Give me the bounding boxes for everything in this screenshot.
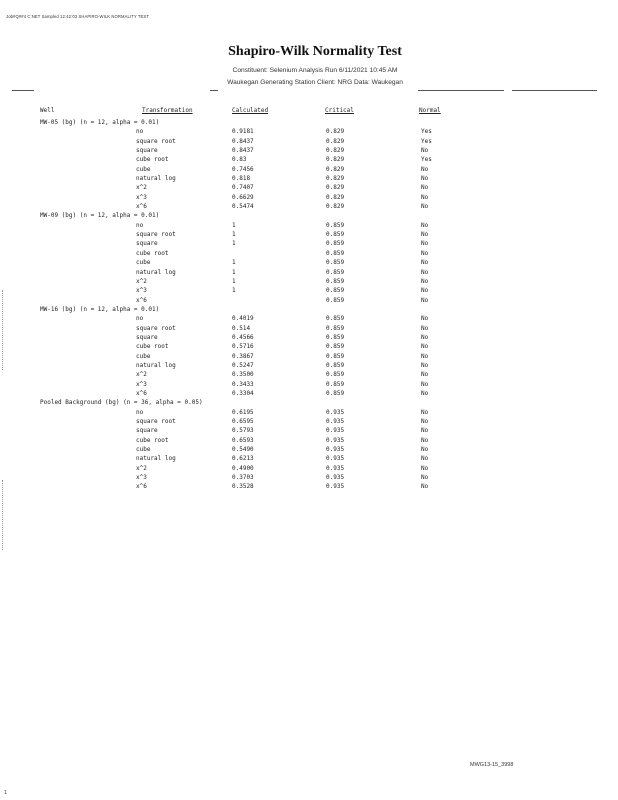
normal-cell: No xyxy=(421,287,429,295)
normal-cell: No xyxy=(421,464,429,472)
transformation-cell: cube xyxy=(136,352,151,360)
critical-cell: 0.935 xyxy=(326,464,345,472)
normal-cell: No xyxy=(421,259,429,267)
well-group-row xyxy=(0,211,618,220)
transformation-cell: x^6 xyxy=(136,389,147,397)
normal-cell: No xyxy=(421,483,429,491)
critical-cell: 0.829 xyxy=(326,203,345,211)
transformation-cell: cube root xyxy=(136,436,169,444)
calculated-cell: 0.7407 xyxy=(232,184,254,192)
calculated-cell: 0.9181 xyxy=(232,128,254,136)
normal-cell: Yes xyxy=(421,156,432,164)
normal-cell: No xyxy=(421,315,429,323)
table-row xyxy=(0,155,618,164)
normal-cell: No xyxy=(421,427,429,435)
table-row xyxy=(0,454,618,463)
transformation-cell: square xyxy=(136,333,158,341)
table-row xyxy=(0,202,618,211)
transformation-cell: square xyxy=(136,240,158,248)
normal-cell: No xyxy=(421,333,429,341)
well-group-label: MW-05 (bg) (n = 12, alpha = 0.01) xyxy=(40,119,160,126)
calculated-cell: 1 xyxy=(232,231,236,239)
transformation-cell: x^2 xyxy=(136,371,147,379)
table-row xyxy=(0,473,618,482)
transformation-cell: cube root xyxy=(136,343,169,351)
critical-cell: 0.829 xyxy=(326,193,345,201)
calculated-cell: 1 xyxy=(232,287,236,295)
table-row xyxy=(0,482,618,491)
normal-cell: No xyxy=(421,249,429,257)
well-group-row xyxy=(0,118,618,127)
well-group-label: MW-16 (bg) (n = 12, alpha = 0.01) xyxy=(40,305,160,313)
table-row xyxy=(0,436,618,445)
column-header-transformation: Transformation xyxy=(142,107,193,114)
calculated-cell: 0.6213 xyxy=(232,455,254,463)
table-row xyxy=(0,352,618,361)
normal-cell: No xyxy=(421,371,429,379)
bates-number: MWG13-15_3998 xyxy=(470,762,514,768)
normal-cell: No xyxy=(421,352,429,360)
calculated-cell: 0.4900 xyxy=(232,464,254,472)
table-row xyxy=(0,389,618,398)
calculated-cell: 0.3304 xyxy=(232,389,254,397)
calculated-cell: 0.818 xyxy=(232,175,251,183)
normal-cell: No xyxy=(421,277,429,285)
critical-cell: 0.935 xyxy=(326,418,345,425)
calculated-cell: 0.8437 xyxy=(232,147,254,155)
transformation-cell: natural log xyxy=(136,455,176,463)
header-rule xyxy=(418,90,504,91)
critical-cell: 0.859 xyxy=(326,371,345,379)
critical-cell: 0.859 xyxy=(326,277,345,285)
critical-cell: 0.859 xyxy=(326,287,345,295)
transformation-cell: cube root xyxy=(136,156,169,164)
table-row xyxy=(0,426,618,435)
critical-cell: 0.829 xyxy=(326,175,345,183)
transformation-cell: cube root xyxy=(136,249,169,257)
transformation-cell: x^2 xyxy=(136,464,147,472)
transformation-cell: no xyxy=(136,221,144,229)
normal-cell: No xyxy=(421,361,429,369)
critical-cell: 0.859 xyxy=(326,296,345,304)
table-row xyxy=(0,268,618,277)
critical-cell: 0.935 xyxy=(326,474,345,482)
transformation-cell: square xyxy=(136,427,158,435)
normal-cell: No xyxy=(421,436,429,444)
well-group-row xyxy=(0,305,618,314)
calculated-cell: 0.5793 xyxy=(232,427,254,435)
well-group-row xyxy=(0,398,618,407)
scan-edge-mark xyxy=(2,480,3,550)
calculated-cell: 1 xyxy=(232,240,236,248)
transformation-cell: x^6 xyxy=(136,296,147,304)
report-subtitle-1: Constituent: Selenium Analysis Run 6/11/2021 10:45 AM xyxy=(232,67,398,74)
report-title: Shapiro-Wilk Normality Test xyxy=(228,44,402,59)
header-stamp: Job#Q##4 C:NET Sampled 12:42:03 SHAPIRO-WILK NORMALITY TEST xyxy=(6,14,149,19)
scan-edge-mark xyxy=(2,290,3,370)
table-row xyxy=(0,127,618,136)
normal-cell: No xyxy=(421,446,429,454)
critical-cell: 0.859 xyxy=(326,324,345,332)
table-row xyxy=(0,464,618,473)
calculated-cell: 0.7456 xyxy=(232,165,254,173)
normal-cell: No xyxy=(421,418,429,425)
critical-cell: 0.935 xyxy=(326,455,345,463)
table-row xyxy=(0,258,618,267)
transformation-cell: natural log xyxy=(136,361,176,369)
table-row xyxy=(0,165,618,174)
critical-cell: 0.859 xyxy=(326,380,345,388)
table-row xyxy=(0,174,618,183)
normal-cell: Yes xyxy=(421,137,432,145)
normal-cell: No xyxy=(421,408,429,416)
table-row xyxy=(0,324,618,333)
well-group-label: Pooled Background (bg) (n = 36, alpha = 0.05) xyxy=(40,399,203,407)
calculated-cell: 1 xyxy=(232,268,236,276)
transformation-cell: x^6 xyxy=(136,483,147,491)
calculated-cell: 1 xyxy=(232,259,236,267)
table-row xyxy=(0,221,618,230)
report-subtitle-2: Waukegan Generating Station Client: NRG Data: Waukegan xyxy=(227,79,403,86)
normal-cell: No xyxy=(421,268,429,276)
normal-cell: No xyxy=(421,147,429,155)
corner-mark: 1 xyxy=(4,790,8,796)
table-row xyxy=(0,239,618,248)
table-row xyxy=(0,193,618,202)
critical-cell: 0.829 xyxy=(326,165,345,173)
transformation-cell: square root xyxy=(136,418,176,425)
normal-cell: No xyxy=(421,324,429,332)
transformation-cell: x^3 xyxy=(136,474,147,482)
table-row xyxy=(0,230,618,239)
normal-cell: No xyxy=(421,380,429,388)
table-row xyxy=(0,380,618,389)
table-row xyxy=(0,408,618,417)
table-row xyxy=(0,183,618,192)
table-row xyxy=(0,146,618,155)
calculated-cell: 0.3528 xyxy=(232,483,254,491)
critical-cell: 0.859 xyxy=(326,361,345,369)
transformation-cell: cube xyxy=(136,446,151,454)
table-row xyxy=(0,361,618,370)
critical-cell: 0.859 xyxy=(326,333,345,341)
transformation-cell: natural log xyxy=(136,175,176,183)
normal-cell: No xyxy=(421,474,429,482)
column-header-normal: Normal xyxy=(419,107,441,114)
critical-cell: 0.829 xyxy=(326,128,345,136)
calculated-cell: 0.5247 xyxy=(232,361,254,369)
transformation-cell: x^6 xyxy=(136,203,147,211)
normal-cell: No xyxy=(421,343,429,351)
normal-cell: No xyxy=(421,240,429,248)
critical-cell: 0.829 xyxy=(326,156,345,164)
transformation-cell: x^3 xyxy=(136,380,147,388)
normal-cell: No xyxy=(421,193,429,201)
calculated-cell: 0.4566 xyxy=(232,333,254,341)
transformation-cell: no xyxy=(136,315,144,323)
calculated-cell: 0.3433 xyxy=(232,380,254,388)
transformation-cell: square root xyxy=(136,324,176,332)
critical-cell: 0.859 xyxy=(326,240,345,248)
calculated-cell: 0.6195 xyxy=(232,408,254,416)
table-row xyxy=(0,370,618,379)
transformation-cell: x^3 xyxy=(136,287,147,295)
table-row xyxy=(0,314,618,323)
calculated-cell: 1 xyxy=(232,277,236,285)
calculated-cell: 0.6595 xyxy=(232,418,254,425)
normal-cell: No xyxy=(421,184,429,192)
calculated-cell: 0.4019 xyxy=(232,315,254,323)
normal-cell: No xyxy=(421,203,429,211)
normal-cell: No xyxy=(421,296,429,304)
transformation-cell: x^2 xyxy=(136,184,147,192)
table-row xyxy=(0,342,618,351)
critical-cell: 0.859 xyxy=(326,352,345,360)
critical-cell: 0.935 xyxy=(326,446,345,454)
table-row xyxy=(0,137,618,146)
table-row xyxy=(0,249,618,258)
critical-cell: 0.859 xyxy=(326,268,345,276)
critical-cell: 0.935 xyxy=(326,408,345,416)
calculated-cell: 0.3867 xyxy=(232,352,254,360)
well-group-label: MW-09 (bg) (n = 12, alpha = 0.01) xyxy=(40,212,160,220)
column-header-critical: Critical xyxy=(325,107,354,114)
critical-cell: 0.859 xyxy=(326,249,345,257)
header-rule xyxy=(12,90,34,91)
normal-cell: No xyxy=(421,165,429,173)
header-rule xyxy=(210,90,218,91)
critical-cell: 0.829 xyxy=(326,137,345,145)
critical-cell: 0.829 xyxy=(326,184,345,192)
calculated-cell: 0.3703 xyxy=(232,474,254,482)
normal-cell: No xyxy=(421,455,429,463)
transformation-cell: no xyxy=(136,408,144,416)
critical-cell: 0.935 xyxy=(326,427,345,435)
normal-cell: No xyxy=(421,175,429,183)
calculated-cell: 0.514 xyxy=(232,324,251,332)
transformation-cell: cube xyxy=(136,259,151,267)
transformation-cell: x^3 xyxy=(136,193,147,201)
critical-cell: 0.935 xyxy=(326,436,345,444)
table-row xyxy=(0,417,618,426)
calculated-cell: 0.3500 xyxy=(232,371,254,379)
calculated-cell: 0.5716 xyxy=(232,343,254,351)
transformation-cell: square root xyxy=(136,231,176,239)
critical-cell: 0.859 xyxy=(326,259,345,267)
transformation-cell: cube xyxy=(136,165,151,173)
normal-cell: No xyxy=(421,389,429,397)
calculated-cell: 0.6629 xyxy=(232,193,254,201)
header-rule xyxy=(512,90,597,91)
calculated-cell: 0.5474 xyxy=(232,203,254,211)
critical-cell: 0.859 xyxy=(326,221,345,229)
critical-cell: 0.829 xyxy=(326,147,345,155)
table-row xyxy=(0,333,618,342)
critical-cell: 0.859 xyxy=(326,343,345,351)
transformation-cell: square root xyxy=(136,137,176,145)
table-row xyxy=(0,296,618,305)
normal-cell: No xyxy=(421,221,429,229)
transformation-cell: square xyxy=(136,147,158,155)
table-row xyxy=(0,445,618,454)
transformation-cell: no xyxy=(136,128,144,136)
table-row xyxy=(0,277,618,286)
critical-cell: 0.935 xyxy=(326,483,345,491)
critical-cell: 0.859 xyxy=(326,315,345,323)
calculated-cell: 0.8437 xyxy=(232,137,254,145)
transformation-cell: natural log xyxy=(136,268,176,276)
calculated-cell: 0.5490 xyxy=(232,446,254,454)
calculated-cell: 0.6593 xyxy=(232,436,254,444)
normal-cell: No xyxy=(421,231,429,239)
column-header-well: Well xyxy=(40,107,55,114)
critical-cell: 0.859 xyxy=(326,389,345,397)
calculated-cell: 1 xyxy=(232,221,236,229)
critical-cell: 0.859 xyxy=(326,231,345,239)
normal-cell: Yes xyxy=(421,128,432,136)
calculated-cell: 0.83 xyxy=(232,156,247,164)
table-row xyxy=(0,286,618,295)
results-table xyxy=(0,118,618,492)
transformation-cell: x^2 xyxy=(136,277,147,285)
column-header-calculated: Calculated xyxy=(232,107,269,114)
